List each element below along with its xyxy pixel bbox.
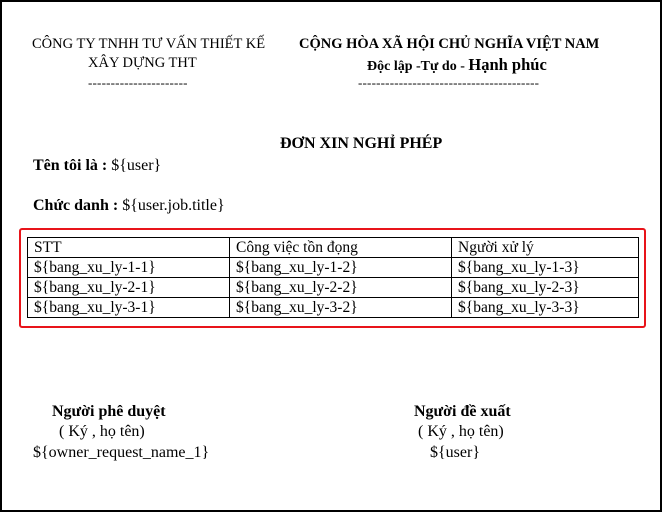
table-cell: ${bang_xu_ly-1-1}	[28, 258, 230, 278]
table-cell: ${bang_xu_ly-3-2}	[230, 298, 452, 318]
table-cell: ${bang_xu_ly-2-2}	[230, 278, 452, 298]
header-pending-work: Công việc tồn đọng	[230, 238, 452, 258]
header-stt: STT	[28, 238, 230, 258]
motto-part2: Hạnh phúc	[468, 55, 547, 74]
table-row	[28, 278, 639, 298]
table-cell: ${bang_xu_ly-3-3}	[452, 298, 639, 318]
national-motto	[367, 55, 547, 75]
employee-name-field	[33, 157, 161, 175]
requester-sign-note: ( Ký , họ tên)	[418, 423, 504, 440]
company-name-line2: XÂY DỰNG THT	[88, 55, 197, 71]
requester-title: Người đề xuất	[414, 403, 511, 420]
table-row	[28, 258, 639, 278]
job-title-label: Chức danh :	[33, 197, 123, 214]
approver-name: ${owner_request_name_1}	[33, 444, 210, 461]
table-cell: ${bang_xu_ly-2-3}	[452, 278, 639, 298]
table-cell: ${bang_xu_ly-3-1}	[28, 298, 230, 318]
table-cell: ${bang_xu_ly-1-2}	[230, 258, 452, 278]
motto-part1: Độc lập -Tự do -	[367, 59, 469, 74]
approver-sign-note: ( Ký , họ tên)	[59, 423, 145, 440]
job-title-value: ${user.job.title}	[122, 197, 225, 214]
table-row	[28, 298, 639, 318]
employee-name-label: Tên tôi là :	[33, 157, 112, 174]
table-cell: ${bang_xu_ly-1-3}	[452, 258, 639, 278]
approver-title: Người phê duyệt	[52, 403, 166, 420]
pending-tasks-table	[27, 237, 639, 318]
document-title: ĐƠN XIN NGHỈ PHÉP	[280, 135, 443, 152]
company-name-line1: CÔNG TY TNHH TƯ VẤN THIẾT KẾ	[32, 36, 266, 52]
company-divider: ----------------------	[88, 75, 188, 90]
table-cell: ${bang_xu_ly-2-1}	[28, 278, 230, 298]
employee-name-value: ${user}	[111, 157, 162, 174]
national-title: CỘNG HÒA XÃ HỘI CHỦ NGHĨA VIỆT NAM	[299, 36, 600, 52]
national-divider: ----------------------------------------	[358, 75, 540, 90]
job-title-field	[33, 197, 225, 215]
header-handler: Người xử lý	[452, 238, 639, 258]
requester-name: ${user}	[430, 444, 481, 461]
table-header-row	[28, 238, 639, 258]
